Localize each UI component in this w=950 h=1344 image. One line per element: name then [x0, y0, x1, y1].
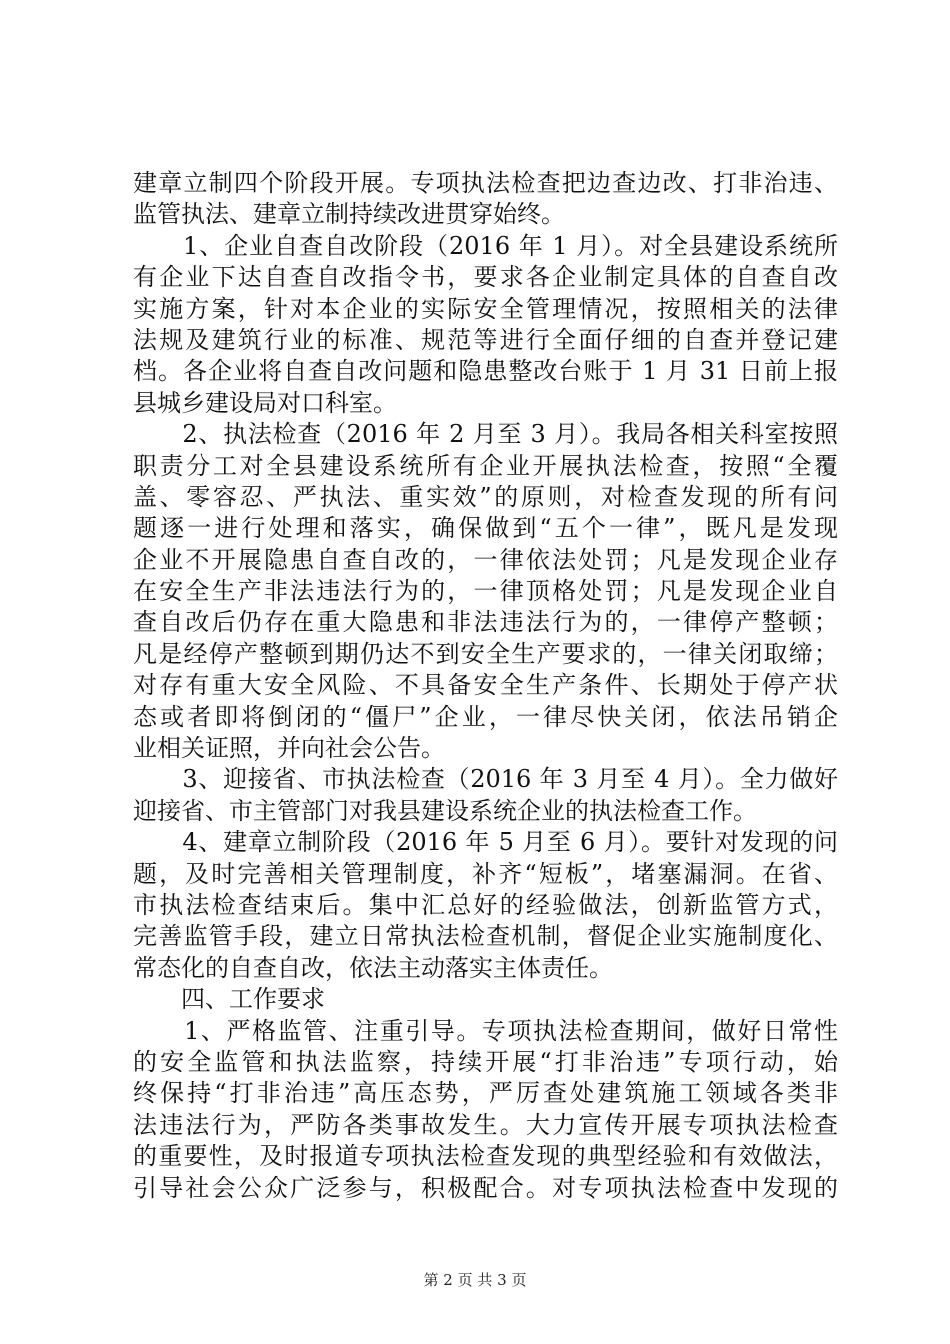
- text-line: 的重要性，及时报道专项执法检查发现的典型经验和有效做法，: [133, 1142, 838, 1171]
- text-line: 职责分工对全县建设系统所有企业开展执法检查，按照“全覆: [133, 451, 838, 480]
- text-line: 四、工作要求: [133, 985, 325, 1014]
- text-line: 法规及建筑行业的标准、规范等进行全面仔细的自查并登记建: [133, 325, 838, 354]
- text-line: 企业不开展隐患自查自改的，一律依法处罚；凡是发现企业存: [133, 545, 838, 574]
- text-line: 题逐一进行处理和落实，确保做到“五个一律”，既凡是发现: [133, 514, 838, 543]
- text-line: 3、迎接省、市执法检查（2016 年 3 月至 4 月）。全力做好: [133, 765, 838, 794]
- text-line: 迎接省、市主管部门对我县建设系统企业的执法检查工作。: [133, 796, 757, 825]
- text-line: 常态化的自查自改，依法主动落实主体责任。: [133, 953, 613, 982]
- text-line: 在安全生产非法违法行为的，一律顶格处罚；凡是发现企业自: [133, 577, 838, 606]
- text-line: 终保持“打非治违”高压态势，严厉查处建筑施工领域各类非: [133, 1079, 838, 1108]
- document-body: [133, 168, 838, 1204]
- text-line: 监管执法、建章立制持续改进贯穿始终。: [133, 200, 565, 229]
- text-line: 凡是经停产整顿到期仍达不到安全生产要求的，一律关闭取缔；: [133, 639, 838, 668]
- text-line: 题，及时完善相关管理制度，补齐“短板”，堵塞漏洞。在省、: [133, 859, 838, 888]
- text-line: 态或者即将倒闭的“僵尸”企业，一律尽快关闭，依法吊销企: [133, 702, 838, 731]
- text-line: 4、建章立制阶段（2016 年 5 月至 6 月）。要针对发现的问: [133, 828, 838, 857]
- text-line: 2、执法检查（2016 年 2 月至 3 月）。我局各相关科室按照: [133, 420, 838, 449]
- text-line: 查自改后仍存在重大隐患和非法违法行为的，一律停产整顿；: [133, 608, 838, 637]
- text-line: 对存有重大安全风险、不具备安全生产条件、长期处于停产状: [133, 671, 838, 700]
- page-footer: 第 2 页 共 3 页: [423, 1271, 527, 1289]
- text-line: 盖、零容忍、严执法、重实效”的原则，对检查发现的所有问: [133, 482, 838, 511]
- text-line: 业相关证照，并向社会公告。: [133, 734, 445, 763]
- text-line: 引导社会公众广泛参与，积极配合。对专项执法检查中发现的: [133, 1173, 838, 1202]
- text-line: 法违法行为，严防各类事故发生。大力宣传开展专项执法检查: [133, 1110, 838, 1139]
- text-line: 完善监管手段，建立日常执法检查机制，督促企业实施制度化、: [133, 922, 838, 951]
- text-line: 档。各企业将自查自改问题和隐患整改台账于 1 月 31 日前上报: [133, 357, 838, 386]
- text-line: 有企业下达自查自改指令书，要求各企业制定具体的自查自改: [133, 263, 838, 292]
- text-line: 实施方案，针对本企业的实际安全管理情况，按照相关的法律: [133, 294, 838, 323]
- text-line: 的安全监管和执法监察，持续开展“打非治违”专项行动，始: [133, 1047, 838, 1076]
- text-line: 县城乡建设局对口科室。: [133, 388, 397, 417]
- text-line: 1、严格监管、注重引导。专项执法检查期间，做好日常性: [133, 1016, 838, 1045]
- text-line: 建章立制四个阶段开展。专项执法检查把边查边改、打非治违、: [133, 169, 838, 197]
- text-line: 1、企业自查自改阶段（2016 年 1 月）。对全县建设系统所: [133, 231, 838, 260]
- text-line: 市执法检查结束后。集中汇总好的经验做法，创新监管方式，: [133, 890, 838, 919]
